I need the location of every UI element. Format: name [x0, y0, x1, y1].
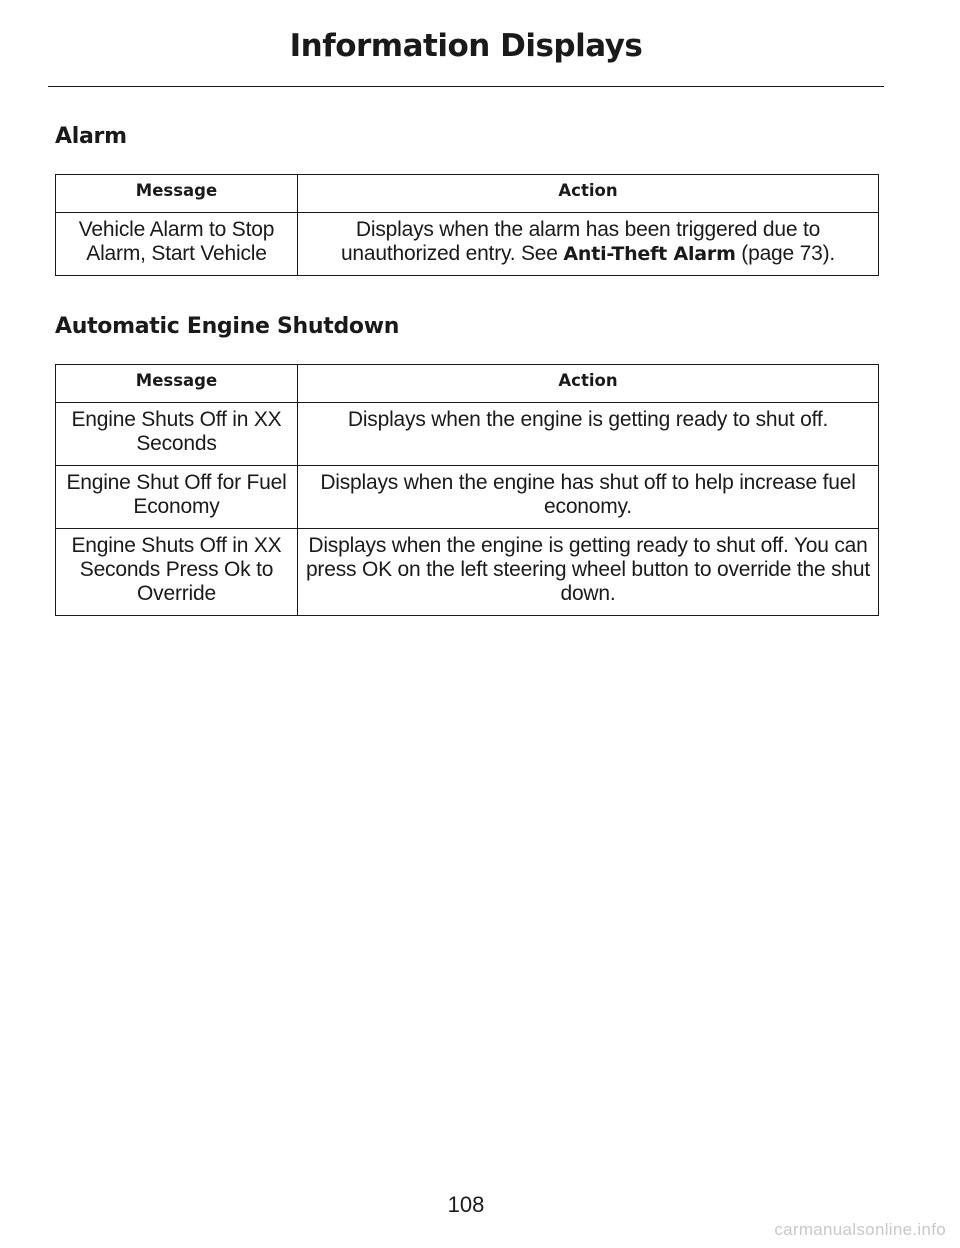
table-row — [56, 403, 879, 466]
page-title: Information Displays — [289, 28, 643, 64]
header-rule — [48, 86, 884, 87]
column-header-action: Action — [298, 365, 879, 403]
table-header-row — [56, 365, 879, 403]
message-cell: Vehicle Alarm to Stop Alarm, Start Vehicle — [56, 213, 298, 276]
section-heading-alarm: Alarm — [55, 124, 127, 149]
action-cell: Displays when the engine has shut off to help increase fuel economy. — [298, 466, 879, 529]
page-reference: (page 73). — [735, 242, 836, 265]
table-row — [56, 529, 879, 616]
table-row — [56, 466, 879, 529]
table-row — [56, 213, 879, 276]
column-header-message: Message — [56, 175, 298, 213]
cross-reference-anti-theft-alarm: Anti-Theft Alarm — [563, 243, 736, 265]
action-cell — [298, 213, 879, 276]
page-number: 108 — [447, 1192, 485, 1217]
column-header-message: Message — [56, 365, 298, 403]
action-text: Displays when the alarm has been triggered due to unauthorized entry. See — [340, 218, 821, 265]
page-header — [48, 28, 884, 64]
section-heading-automatic-engine-shutdown: Automatic Engine Shutdown — [55, 314, 400, 339]
action-cell: Displays when the engine is getting ready to shut off. You can press OK on the left steering wheel button to override the shut down. — [298, 529, 879, 616]
action-cell: Displays when the engine is getting ready to shut off. — [298, 403, 879, 466]
table-header-row — [56, 175, 879, 213]
watermark: carmanualsonline.info — [774, 1220, 946, 1239]
column-header-action: Action — [298, 175, 879, 213]
message-cell: Engine Shut Off for Fuel Economy — [56, 466, 298, 529]
engine-shutdown-table — [55, 364, 879, 616]
alarm-table — [55, 174, 879, 276]
message-cell: Engine Shuts Off in XX Seconds — [56, 403, 298, 466]
message-cell: Engine Shuts Off in XX Seconds Press Ok to Override — [56, 529, 298, 616]
